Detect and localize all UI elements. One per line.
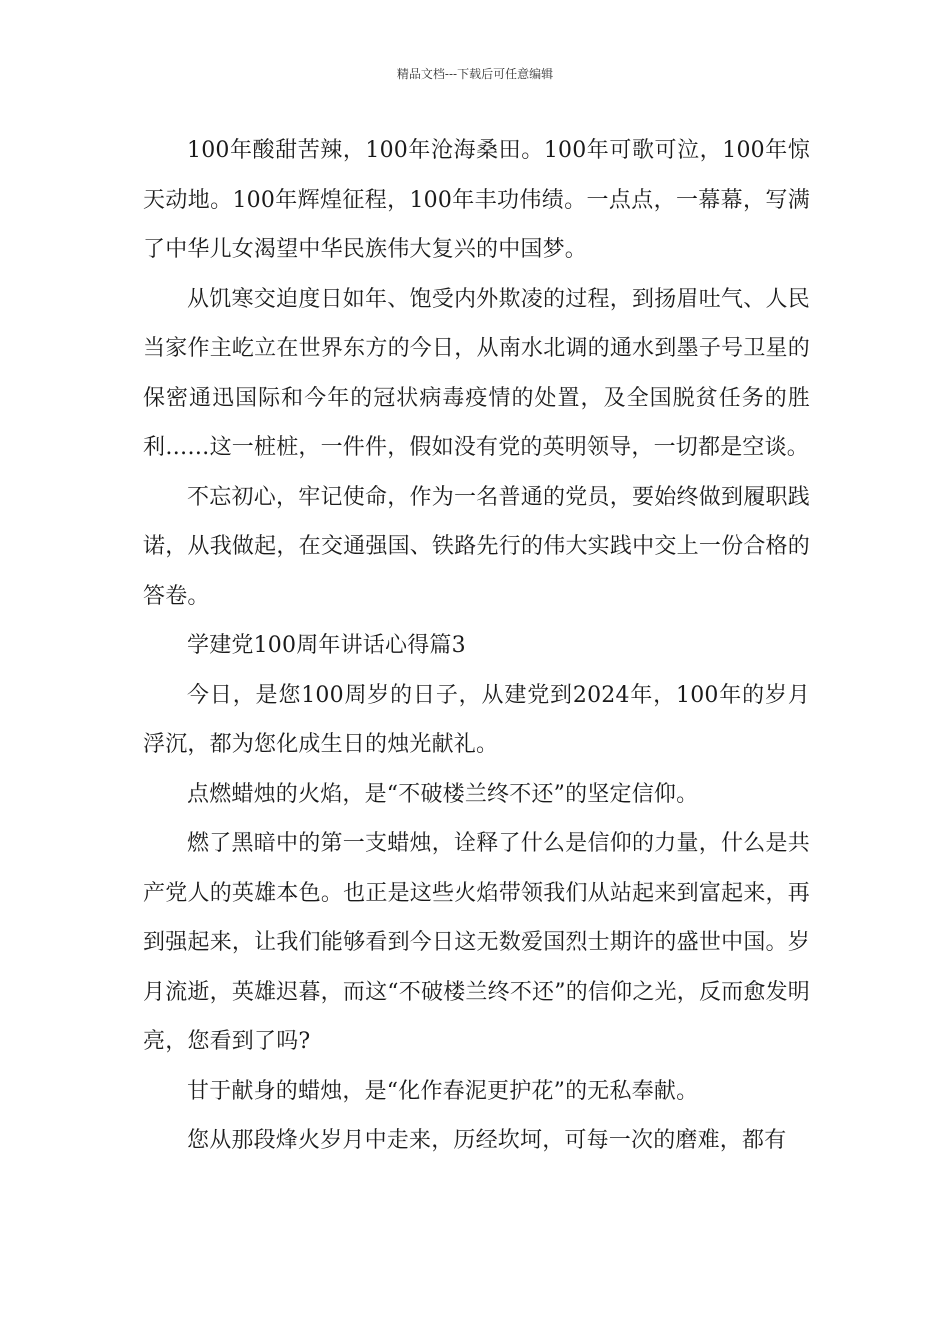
paragraph: 从饥寒交迫度日如年、饱受内外欺凌的过程，到扬眉吐气、人民当家作主屹立在世界东方的今日，从南水北调的通水到墨子号卫星的保密通迅国际和今年的冠状病毒疫情的处置，及全国脱贫任务的胜利……这一桩桩，一件件，假如没有党的英明领导，一切都是空谈。 — [143, 286, 810, 460]
paragraph: 燃了黑暗中的第一支蜡烛，诠释了什么是信仰的力量，什么是共产党人的英雄本色。也正是这些火焰带领我们从站起来到富起来，再到强起来，让我们能够看到今日这无数爱国烈士期许的盛世中国。岁月流逝，英雄迟暮，而这“不破楼兰终不还”的信仰之光，反而愈发明亮，您看到了吗? — [143, 831, 810, 1054]
paragraph: 甘于献身的蜡烛，是“化作春泥更护花”的无私奉献。 — [187, 1078, 699, 1104]
paragraph: 不忘初心，牢记使命，作为一名普通的党员，要始终做到履职践诺，从我做起，在交通强国、铁路先行的伟大实践中交上一份合格的答卷。 — [143, 484, 810, 609]
paragraph: 100年酸甜苦辣，100年沧海桑田。100年可歌可泣，100年惊天动地。100年辉煌征程，100年丰功伟绩。一点点，一幕幕，写满了中华儿女渴望中华民族伟大复兴的中国梦。 — [143, 138, 810, 262]
paragraph: 您从那段烽火岁月中走来，历经坎坷，可每一次的磨难，都有 — [187, 1128, 787, 1153]
page-header: 精品文档---下载后可任意编辑 — [396, 67, 554, 81]
paragraph: 点燃蜡烛的火焰，是“不破楼兰终不还”的坚定信仰。 — [187, 781, 699, 807]
section-heading: 学建党100周年讲话心得篇3 — [187, 633, 466, 658]
paragraph: 今日，是您100周岁的日子，从建党到2024年，100年的岁月浮沉，都为您化成生日的烛光献礼。 — [143, 682, 810, 757]
document-body — [143, 126, 810, 1166]
